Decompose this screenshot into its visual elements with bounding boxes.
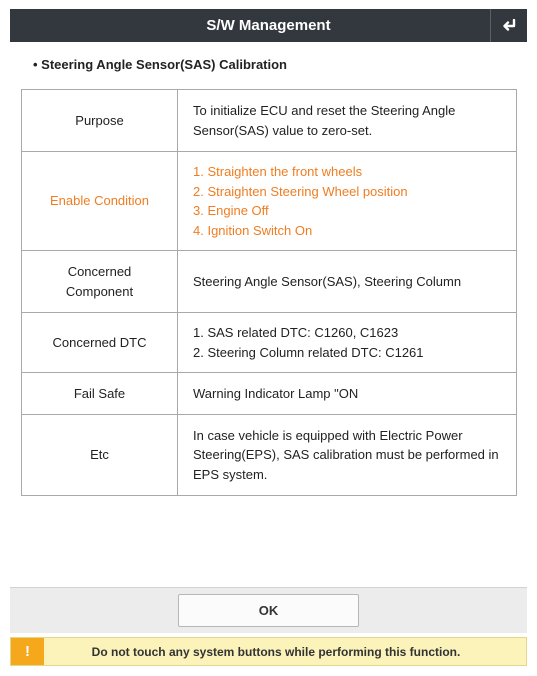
value-line: 3. Engine Off [193,203,269,218]
value-line: In case vehicle is equipped with Electric Power [193,427,463,443]
label-line: Concerned [67,263,132,279]
row-value [178,415,517,496]
page-title: S/W Management [206,17,331,34]
calibration-info-table [21,89,517,496]
footer-bar [10,587,527,633]
warning-text: Do not touch any system buttons while performing this function. [91,644,461,659]
warning-icon: ! [11,638,44,665]
table-row [22,415,517,496]
row-value [178,251,517,313]
table-row [22,152,517,251]
table-row [22,313,517,373]
row-label: Purpose [22,90,178,152]
row-value [178,313,517,373]
row-value [178,90,517,152]
table-row [22,251,517,313]
value-line: 4. Ignition Switch On [193,222,313,238]
row-value [178,373,517,415]
value-line: 1. SAS related DTC: C1260, C1623 [193,325,399,340]
row-label: Etc [22,415,178,496]
value-line: EPS system. [193,466,268,482]
ok-button[interactable]: OK [178,594,359,627]
value-line: 2. Steering Column related DTC: C1261 [193,344,424,360]
row-label [22,251,178,313]
row-label: Enable Condition [22,152,178,251]
row-label: Concerned DTC [22,313,178,373]
value-line: Sensor(SAS) value to zero-set. [193,122,373,138]
table-row [22,373,517,415]
table-row [22,90,517,152]
row-value [178,152,517,251]
title-bar [10,9,527,42]
value-line: 1. Straighten the front wheels [193,164,363,179]
value-line: Steering Angle Sensor(SAS), Steering Column [193,273,462,289]
row-label: Fail Safe [22,373,178,415]
section-title: • Steering Angle Sensor(SAS) Calibration [33,57,287,72]
value-line: Warning Indicator Lamp "ON [193,385,359,401]
label-line: Component [65,283,134,299]
return-arrow-icon [501,19,517,33]
value-line: 2. Straighten Steering Wheel position [193,183,408,199]
back-button[interactable] [490,9,527,42]
value-line: To initialize ECU and reset the Steering Angle [193,103,456,118]
warning-bar [10,637,527,666]
value-line: Steering(EPS), SAS calibration must be performed in [193,447,499,463]
